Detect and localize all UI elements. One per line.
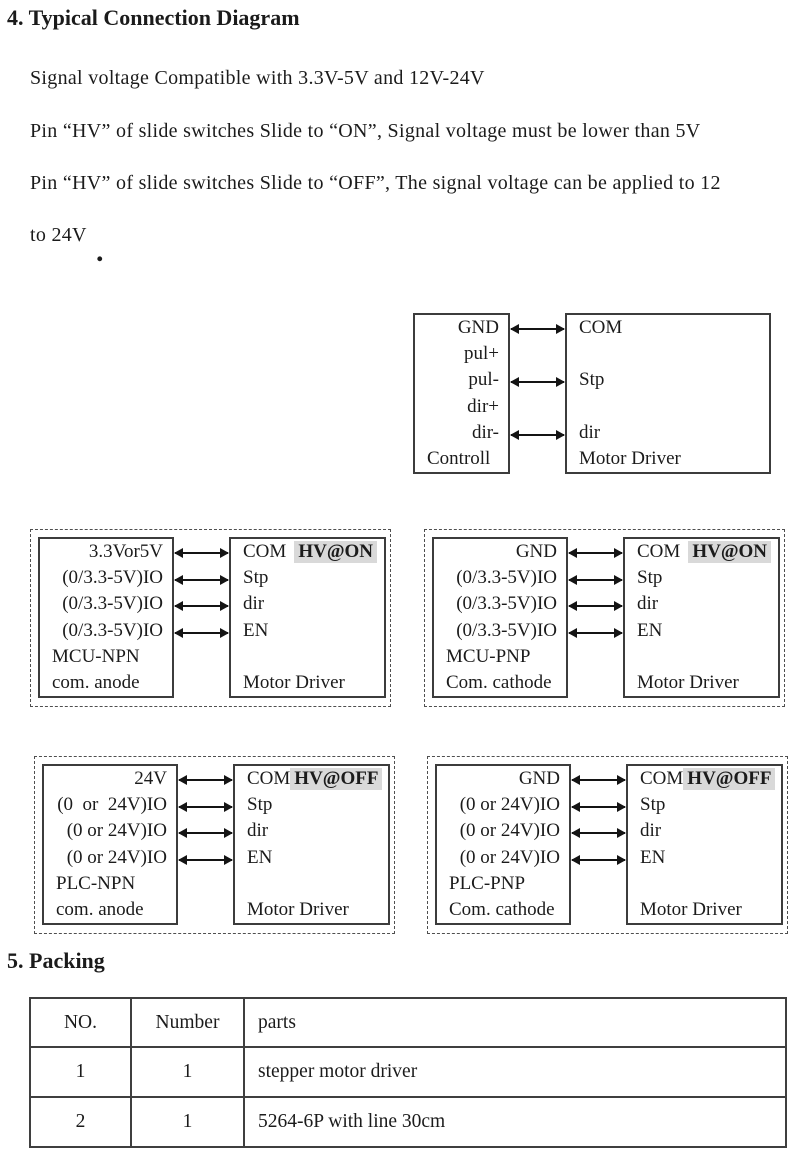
double-arrow-icon [572,779,625,781]
pin-label: GND [515,541,557,563]
motor-driver-label: Motor Driver [247,899,349,921]
double-arrow-icon [569,632,622,634]
motor-driver-box [233,764,390,925]
section-4-title: 4. Typical Connection Diagram [7,5,300,30]
pin-label-dir-plus: dir+ [467,395,499,417]
double-arrow-icon [572,832,625,834]
pin-label-dir-minus: dir- [471,421,499,443]
controller-driver-diagram [413,313,771,474]
pin-label-gnd: GND [457,317,499,339]
pin-label: (0 or 24V)IO [459,794,560,816]
hv-mode-badge: HV@ON [294,541,377,563]
table-header-parts: parts [244,998,786,1047]
hv-mode-badge: HV@OFF [683,768,775,790]
pin-label-en: EN [637,619,663,641]
double-arrow-icon [569,552,622,554]
diagram-group-plc-npn [34,756,395,934]
pin-label: 24V [134,768,167,790]
section-5-title: 5. Packing [7,948,105,973]
pin-label-en: EN [640,846,666,868]
pin-label-com: COM [247,768,291,790]
connection-arrows [571,764,626,925]
double-arrow-icon [511,381,564,383]
double-arrow-icon [179,779,232,781]
pin-label-dir: dir [243,593,265,615]
controller-box [413,313,510,474]
connection-arrows [178,764,233,925]
motor-driver-box [626,764,783,925]
motor-driver-label: Motor Driver [579,448,681,470]
pin-label: (0 or 24V)IO [459,820,560,842]
double-arrow-icon [175,579,228,581]
device-label: Com. cathode [449,899,555,921]
table-cell-number: 1 [131,1047,244,1097]
device-label: MCU-PNP [446,645,531,667]
table-header-no: NO. [30,998,131,1047]
source-box [432,537,568,698]
diagram-group-mcu-pnp [424,529,785,707]
pin-label: (0/3.3-5V)IO [456,567,557,589]
double-arrow-icon [179,806,232,808]
device-label: com. anode [52,672,140,694]
double-arrow-icon [179,832,232,834]
pin-label-dir: dir [640,820,662,842]
paragraph-hv-off: Pin “HV” of slide switches Slide to “OFF”, The signal voltage can be applied to 12 [30,172,721,194]
pin-label-stp: Stp [247,794,273,816]
device-label: Com. cathode [446,672,552,694]
diagram-group-plc-pnp [427,756,788,934]
pin-label: 3.3Vor5V [88,541,163,563]
pin-label: (0/3.3-5V)IO [62,619,163,641]
motor-driver-label: Motor Driver [243,672,345,694]
pin-label: GND [518,768,560,790]
pin-label-com: COM [637,541,681,563]
table-header-row [30,998,786,1047]
table-cell-number: 1 [131,1097,244,1147]
double-arrow-icon [511,328,564,330]
table-cell-no: 2 [30,1097,131,1147]
table-cell-parts: stepper motor driver [244,1047,786,1097]
source-box [435,764,571,925]
double-arrow-icon [569,605,622,607]
source-box [42,764,178,925]
pin-label: (0 or 24V)IO [66,820,167,842]
double-arrow-icon [572,859,625,861]
pin-label: (0 or 24V)IO [57,794,167,816]
pin-label-en: EN [243,619,269,641]
controller-box-label: Controll [427,448,491,470]
double-arrow-icon [572,806,625,808]
pin-label-com: COM [579,317,623,339]
paragraph-signal-voltage: Signal voltage Compatible with 3.3V-5V and 12V-24V [30,67,485,89]
double-arrow-icon [175,605,228,607]
source-box [38,537,174,698]
double-arrow-icon [175,552,228,554]
double-arrow-icon [511,434,564,436]
motor-driver-box [623,537,780,698]
table-cell-no: 1 [30,1047,131,1097]
connection-arrows [510,313,565,474]
pin-label: (0 or 24V)IO [459,846,560,868]
table-row [30,1097,786,1147]
connection-arrows [568,537,623,698]
pin-label-stp: Stp [243,567,269,589]
pin-label-stp: Stp [579,369,605,391]
pin-label-com: COM [640,768,684,790]
table-row [30,1047,786,1097]
device-label: com. anode [56,899,144,921]
device-label: PLC-PNP [449,872,526,894]
connection-arrows [174,537,229,698]
hv-mode-badge: HV@OFF [290,768,382,790]
diagram-group-mcu-npn [30,529,391,707]
pin-label: (0/3.3-5V)IO [62,567,163,589]
paragraph-hv-on: Pin “HV” of slide switches Slide to “ON”, Signal voltage must be lower than 5V [30,120,701,142]
pin-label: (0 or 24V)IO [66,846,167,868]
pin-label: (0/3.3-5V)IO [456,619,557,641]
table-header-number: Number [131,998,244,1047]
pin-label-dir: dir [637,593,659,615]
device-label: PLC-NPN [56,872,136,894]
double-arrow-icon [569,579,622,581]
pin-label: (0/3.3-5V)IO [456,593,557,615]
hv-mode-badge: HV@ON [688,541,771,563]
motor-driver-box [229,537,386,698]
pin-label-en: EN [247,846,273,868]
pin-label-dir: dir [247,820,269,842]
double-arrow-icon [179,859,232,861]
motor-driver-label: Motor Driver [637,672,739,694]
pin-label-stp: Stp [637,567,663,589]
pin-label-com: COM [243,541,287,563]
paragraph-to-24v: to 24V [30,224,87,246]
motor-driver-label: Motor Driver [640,899,742,921]
motor-driver-box [565,313,771,474]
pin-label-stp: Stp [640,794,666,816]
table-cell-parts: 5264-6P with line 30cm [244,1097,786,1147]
pin-label: (0/3.3-5V)IO [62,593,163,615]
pin-label-pul-plus: pul+ [464,343,499,365]
device-label: MCU-NPN [52,645,140,667]
pin-label-pul-minus: pul- [468,369,499,391]
pin-label-dir: dir [579,421,601,443]
packing-table [29,997,787,1148]
double-arrow-icon [175,632,228,634]
stray-period-mark: . [96,235,104,268]
